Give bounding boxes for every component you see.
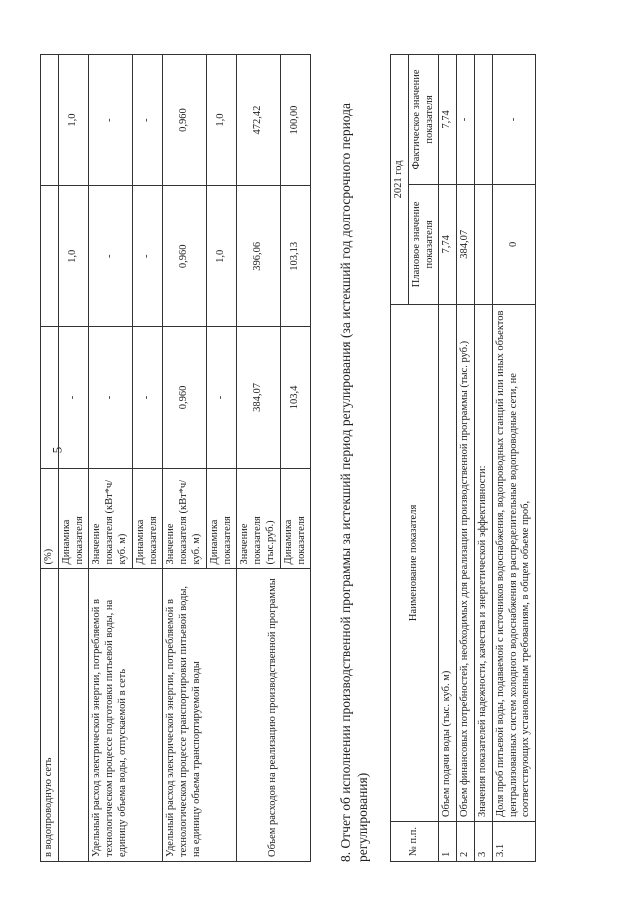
indicator-name: Объем расходов на реализацию производственной программы bbox=[237, 569, 311, 862]
col-number-header: № п.п. bbox=[391, 822, 439, 862]
value-cell: - bbox=[89, 55, 132, 186]
table-row bbox=[58, 55, 89, 862]
indicators-table bbox=[40, 54, 311, 862]
table-cell bbox=[41, 186, 59, 327]
plan-value: 7,74 bbox=[439, 184, 457, 304]
row-number: 1 bbox=[439, 822, 457, 862]
row-number: 3 bbox=[474, 822, 492, 862]
row-number: 3.1 bbox=[492, 822, 535, 862]
table-row bbox=[41, 55, 59, 862]
plan-value: 384,07 bbox=[457, 184, 475, 304]
table-row bbox=[89, 55, 132, 862]
plan-value bbox=[474, 184, 492, 304]
fact-value bbox=[474, 55, 492, 185]
report-table bbox=[390, 54, 536, 862]
value-cell: 472,42 bbox=[237, 55, 280, 186]
value-cell: - bbox=[132, 186, 163, 327]
year-header: 2021 год bbox=[391, 55, 409, 305]
value-cell: 103,13 bbox=[280, 186, 311, 327]
page-number: 5 bbox=[49, 446, 65, 454]
value-cell: 384,07 bbox=[237, 327, 280, 468]
indicator-label: Динамика показателя bbox=[280, 468, 311, 569]
value-cell: 1,0 bbox=[58, 186, 89, 327]
value-cell: 0,960 bbox=[163, 327, 206, 468]
row-number: 2 bbox=[457, 822, 475, 862]
table-row bbox=[457, 55, 475, 862]
row-name: Объем подачи воды (тыс. куб. м) bbox=[439, 304, 457, 821]
value-cell: - bbox=[58, 327, 89, 468]
indicator-label: Значение показателя (кВт*ч/куб. м) bbox=[163, 468, 206, 569]
indicator-name: Удельный расход электрической энергии, потребляемой в технологическом процессе транспортировки питьевой воды, на единицу объема транспортируемой воды bbox=[163, 569, 237, 862]
value-cell: - bbox=[89, 327, 132, 468]
indicator-label: Значение показателя (тыс.руб.) bbox=[237, 468, 280, 569]
value-cell: 1,0 bbox=[206, 186, 237, 327]
table-row bbox=[237, 55, 280, 862]
table-cell: в водопроводную сеть bbox=[41, 569, 59, 862]
row-name: Доля проб питьевой воды, подаваемой с источников водоснабжения, водопроводных станций или иных объектов централизованных систем холодного водоснабжения в распределительные водопроводные сети, не соответствующих установленным требованиям, в общем объеме проб, bbox=[492, 304, 535, 821]
table-cell bbox=[41, 327, 59, 468]
table-row bbox=[474, 55, 492, 862]
row-name: Значения показателей надежности, качества и энергетической эффективности: bbox=[474, 304, 492, 821]
indicator-name: Удельный расход электрической энергии, потребляемой в технологическом процессе подготовки питьевой воды, на единицу объема воды, отпускаемой в сеть bbox=[89, 569, 163, 862]
indicator-label: Динамика показателя bbox=[58, 468, 89, 569]
value-cell: 103,4 bbox=[280, 327, 311, 468]
value-cell: - bbox=[132, 327, 163, 468]
indicator-label: Динамика показателя bbox=[132, 468, 163, 569]
table-row bbox=[391, 55, 409, 862]
value-cell: 396,06 bbox=[237, 186, 280, 327]
value-cell: - bbox=[89, 186, 132, 327]
table-cell bbox=[41, 55, 59, 186]
col-name-header: Наименование показателя bbox=[391, 304, 439, 821]
value-cell: - bbox=[132, 55, 163, 186]
indicator-label: Динамика показателя bbox=[206, 468, 237, 569]
value-cell: 100,00 bbox=[280, 55, 311, 186]
section-8-heading: 8. Отчет об исполнении производственной программы за истекший период регулирования (за истекший год долгосрочного периода регулирования) bbox=[338, 102, 370, 862]
table-row bbox=[439, 55, 457, 862]
col-fact-header: Фактическое значение показателя bbox=[408, 55, 439, 185]
value-cell: 1,0 bbox=[58, 55, 89, 186]
table-cell: (%) bbox=[41, 468, 59, 569]
fact-value: - bbox=[492, 55, 535, 185]
row-name: Объем финансовых потребностей, необходимых для реализации производственной программы (тыс. руб.) bbox=[457, 304, 475, 821]
table-row bbox=[163, 55, 206, 862]
value-cell: 1,0 bbox=[206, 55, 237, 186]
value-cell: - bbox=[206, 327, 237, 468]
plan-value: 0 bbox=[492, 184, 535, 304]
fact-value: 7,74 bbox=[439, 55, 457, 185]
value-cell: 0,960 bbox=[163, 186, 206, 327]
rotated-page-content bbox=[40, 42, 600, 862]
table-row bbox=[492, 55, 535, 862]
fact-value: - bbox=[457, 55, 475, 185]
value-cell: 0,960 bbox=[163, 55, 206, 186]
indicator-label: Значение показателя (кВт*ч/куб. м) bbox=[89, 468, 132, 569]
indicator-name bbox=[58, 569, 89, 862]
col-plan-header: Плановое значение показателя bbox=[408, 184, 439, 304]
